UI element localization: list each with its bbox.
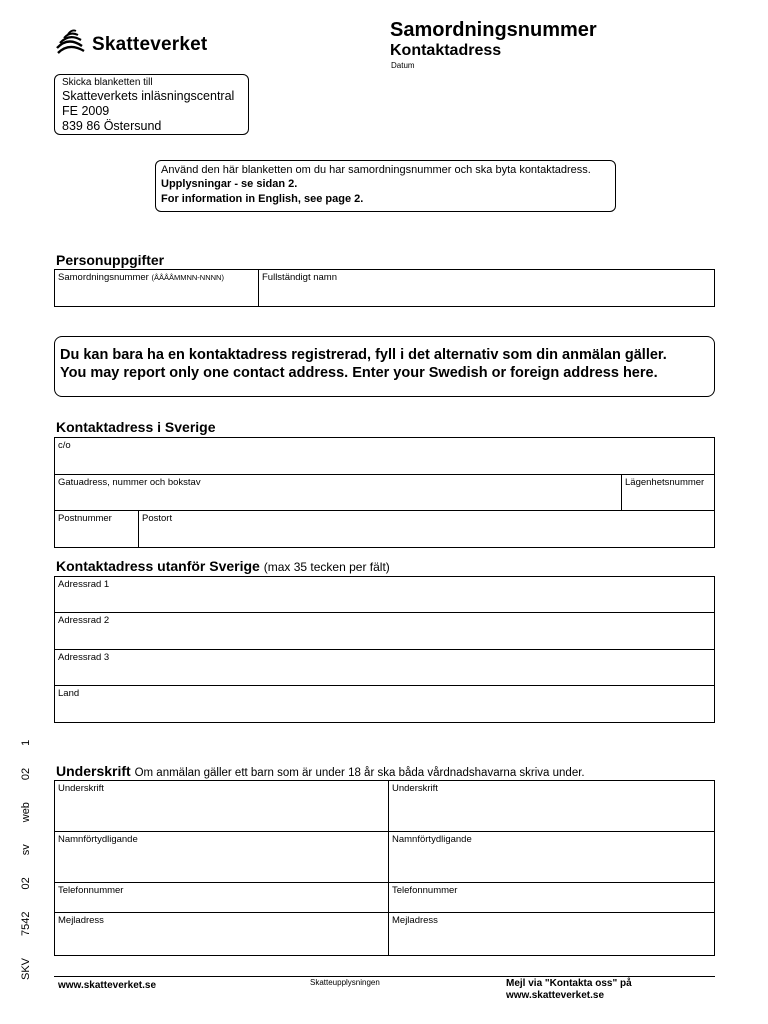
- name-clarification-2-field[interactable]: [388, 831, 715, 883]
- signature-2-label: Underskrift: [392, 783, 438, 794]
- signature-title-text: Underskrift: [56, 763, 131, 779]
- address-line-1-label: Adressrad 1: [58, 579, 110, 590]
- signature-2-field[interactable]: [388, 780, 715, 832]
- coordination-number-label: Samordningsnummer: [58, 272, 149, 283]
- section-title-signature: [56, 763, 585, 779]
- send-to-line: FE 2009: [62, 104, 110, 118]
- footer-contact-line-2[interactable]: www.skatteverket.se: [506, 990, 605, 1001]
- city-field[interactable]: [138, 510, 715, 548]
- info-line-english: For information in English, see page 2.: [161, 193, 364, 205]
- form-code-part: SKV: [20, 957, 32, 980]
- full-name-label: Fullständigt namn: [262, 272, 337, 283]
- footer-contact-line-1: Mejl via "Kontakta oss" på: [506, 978, 632, 989]
- form-code-part: 7542: [20, 911, 32, 936]
- section-title-abroad: [56, 558, 390, 574]
- form-code-part: 1: [20, 739, 32, 746]
- signature-title-note: Om anmälan gäller ett barn som är under 18 år ska båda vårdnadshavarna skriva under.: [134, 767, 585, 779]
- send-to-line: 839 86 Östersund: [62, 119, 162, 133]
- email-2-field[interactable]: [388, 912, 715, 956]
- full-name-field[interactable]: [258, 269, 715, 307]
- notice-line-swedish: Du kan bara ha en kontaktadress registrerad, fyll i det alternativ som din anmälan gäller.: [60, 347, 667, 363]
- country-label: Land: [58, 688, 80, 699]
- footer-divider: [54, 976, 715, 977]
- address-line-1-field[interactable]: [54, 576, 715, 613]
- notice-box: [54, 336, 715, 397]
- datum-label: Datum: [391, 61, 415, 70]
- address-line-2-label: Adressrad 2: [58, 615, 110, 626]
- phone-2-field[interactable]: [388, 882, 715, 913]
- address-line-2-field[interactable]: [54, 612, 715, 650]
- co-field[interactable]: [54, 437, 715, 475]
- abroad-title-text: Kontaktadress utanför Sverige: [56, 558, 260, 574]
- info-line-help: Upplysningar - se sidan 2.: [161, 178, 298, 190]
- info-box: [155, 160, 616, 212]
- form-subtitle: Kontaktadress: [390, 42, 502, 59]
- name-clarification-1-label: Namnförtydligande: [58, 834, 138, 845]
- address-line-3-field[interactable]: [54, 649, 715, 686]
- notice-line-english: You may report only one contact address. Enter your Swedish or foreign address here.: [60, 365, 658, 381]
- signature-1-label: Underskrift: [58, 783, 104, 794]
- street-address-field[interactable]: [54, 474, 622, 511]
- postcode-field[interactable]: [54, 510, 139, 548]
- address-line-3-label: Adressrad 3: [58, 652, 110, 663]
- form-code-part: sv: [20, 844, 32, 856]
- name-clarification-2-label: Namnförtydligande: [392, 834, 472, 845]
- skatteverket-logo-icon: [54, 26, 88, 56]
- name-clarification-1-field[interactable]: [54, 831, 389, 883]
- footer-contact: [506, 978, 632, 1002]
- form-code-part: 02: [20, 767, 32, 781]
- apartment-number-label: Lägenhetsnummer: [625, 477, 705, 488]
- form-code-vertical: [20, 718, 32, 980]
- apartment-number-field[interactable]: [621, 474, 715, 511]
- phone-1-label: Telefonnummer: [58, 885, 124, 896]
- email-1-label: Mejladress: [58, 915, 104, 926]
- city-label: Postort: [142, 513, 173, 524]
- send-to-box: [54, 74, 249, 135]
- country-field[interactable]: [54, 685, 715, 723]
- email-1-field[interactable]: [54, 912, 389, 956]
- abroad-title-note: (max 35 tecken per fält): [263, 560, 390, 574]
- signature-1-field[interactable]: [54, 780, 389, 832]
- co-label: c/o: [58, 440, 71, 451]
- send-to-line: Skatteverkets inläsningscentral: [62, 89, 235, 103]
- footer-website-link[interactable]: www.skatteverket.se: [58, 980, 157, 991]
- email-2-label: Mejladress: [392, 915, 438, 926]
- section-title-sweden: Kontaktadress i Sverige: [56, 419, 216, 435]
- coordination-number-field[interactable]: [54, 269, 259, 307]
- form-code-part: 02: [20, 877, 32, 890]
- info-line-usage: Använd den här blanketten om du har samordningsnummer och ska byta kontaktadress.: [161, 164, 591, 176]
- logo-text: Skatteverket: [92, 34, 208, 55]
- form-code-part: web: [20, 802, 32, 823]
- footer-tax-info: Skatteupplysningen: [310, 978, 380, 987]
- section-title-personal: Personuppgifter: [56, 252, 165, 268]
- send-to-label: Skicka blanketten till: [62, 77, 153, 88]
- postcode-label: Postnummer: [58, 513, 112, 524]
- coordination-number-format: (ÅÅÅÅMMNN-NNNN): [151, 273, 224, 282]
- phone-2-label: Telefonnummer: [392, 885, 458, 896]
- phone-1-field[interactable]: [54, 882, 389, 913]
- form-title: Samordningsnummer: [390, 19, 597, 41]
- street-address-label: Gatuadress, nummer och bokstav: [58, 477, 201, 488]
